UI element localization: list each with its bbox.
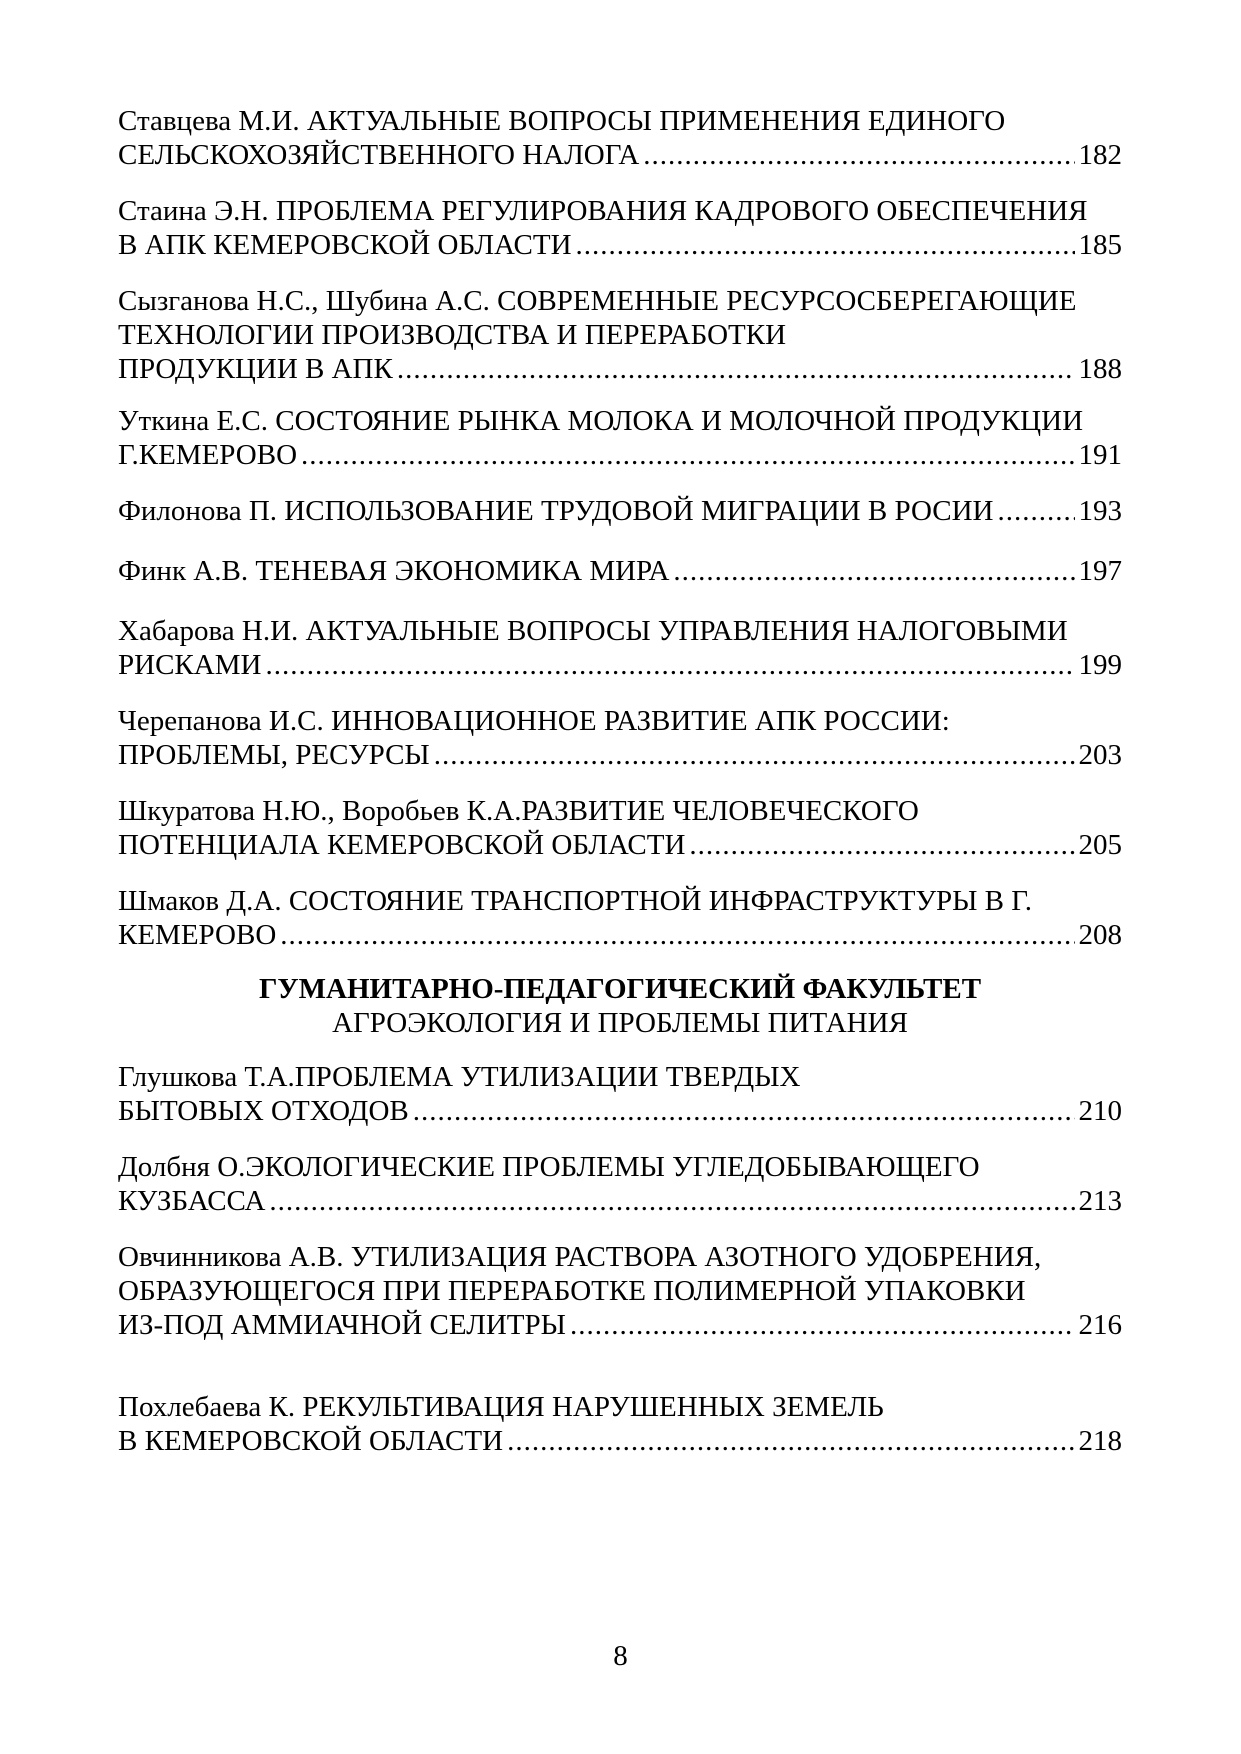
toc-page-number: 205 <box>1078 829 1122 861</box>
toc-entry[interactable] <box>118 494 1122 528</box>
dot-leader <box>265 648 1074 682</box>
toc-entry-title-end: РИСКАМИ <box>118 649 262 681</box>
dot-leader <box>301 438 1074 472</box>
toc-entry-last-line <box>118 494 1122 528</box>
toc-page-number: 210 <box>1078 1095 1122 1127</box>
toc-entry[interactable] <box>118 884 1122 952</box>
toc-page-number: 213 <box>1078 1185 1122 1217</box>
toc-page-number: 218 <box>1078 1425 1122 1457</box>
toc-entry-line: Шмаков Д.А. СОСТОЯНИЕ ТРАНСПОРТНОЙ ИНФРАСТРУКТУРЫ В Г. <box>118 885 1033 917</box>
dot-leader <box>507 1424 1074 1458</box>
section-heading: ГУМАНИТАРНО-ПЕДАГОГИЧЕСКИЙ ФАКУЛЬТЕТ <box>258 973 982 1005</box>
toc-entry-last-line <box>118 228 1122 262</box>
toc-page-number: 197 <box>1078 555 1122 587</box>
toc-entry[interactable] <box>118 1390 1122 1458</box>
toc-entry[interactable] <box>118 284 1122 386</box>
toc-page-number: 182 <box>1078 139 1122 171</box>
toc-entry-line: Глушкова Т.А.ПРОБЛЕМА УТИЛИЗАЦИИ ТВЕРДЫХ <box>118 1061 801 1093</box>
toc-entry-last-line <box>118 1424 1122 1458</box>
toc-entry-last-line <box>118 138 1122 172</box>
dot-leader <box>643 138 1074 172</box>
toc-page-number: 191 <box>1078 439 1122 471</box>
toc-page-number: 193 <box>1078 495 1122 527</box>
toc-entry[interactable] <box>118 1060 1122 1128</box>
toc-entry-last-line <box>118 554 1122 588</box>
toc-entry-title-end: ПРОДУКЦИИ В АПК <box>118 353 393 385</box>
toc-entry[interactable] <box>118 404 1122 472</box>
toc-entry[interactable] <box>118 704 1122 772</box>
toc-entry-line: Шкуратова Н.Ю., Воробьев К.А.РАЗВИТИЕ ЧЕЛОВЕЧЕСКОГО <box>118 795 919 827</box>
toc-entry-last-line <box>118 1094 1122 1128</box>
toc-page-number: 188 <box>1078 353 1122 385</box>
toc-entry-last-line <box>118 352 1122 386</box>
dot-leader <box>570 1308 1075 1342</box>
toc-entry-last-line <box>118 438 1122 472</box>
section-subheading: АГРОЭКОЛОГИЯ И ПРОБЛЕМЫ ПИТАНИЯ <box>332 1007 908 1039</box>
toc-entry-title-end: БЫТОВЫХ ОТХОДОВ <box>118 1095 409 1127</box>
toc-entry-title-end: В АПК КЕМЕРОВСКОЙ ОБЛАСТИ <box>118 229 572 261</box>
toc-page-number: 185 <box>1078 229 1122 261</box>
toc-entry-line: Ставцева М.И. АКТУАЛЬНЫЕ ВОПРОСЫ ПРИМЕНЕНИЯ ЕДИНОГО <box>118 105 1006 137</box>
toc-entry-line: Долбня О.ЭКОЛОГИЧЕСКИЕ ПРОБЛЕМЫ УГЛЕДОБЫВАЮЩЕГО <box>118 1151 980 1183</box>
toc-page-number: 208 <box>1078 919 1122 951</box>
toc-entry[interactable] <box>118 614 1122 682</box>
dot-leader <box>689 828 1074 862</box>
toc-entry-title-end: В КЕМЕРОВСКОЙ ОБЛАСТИ <box>118 1425 504 1457</box>
toc-page-number: 203 <box>1078 739 1122 771</box>
toc-entry-line: ОБРАЗУЮЩЕГОСЯ ПРИ ПЕРЕРАБОТКЕ ПОЛИМЕРНОЙ УПАКОВКИ <box>118 1275 1026 1307</box>
toc-entry-last-line <box>118 648 1122 682</box>
dot-leader <box>269 1184 1074 1218</box>
toc-entry[interactable] <box>118 554 1122 588</box>
toc-entry-last-line <box>118 1184 1122 1218</box>
section-header <box>118 972 1122 1040</box>
toc-entry-line: Черепанова И.С. ИННОВАЦИОННОЕ РАЗВИТИЕ АПК РОССИИ: <box>118 705 950 737</box>
toc-entry-line: Стаина Э.Н. ПРОБЛЕМА РЕГУЛИРОВАНИЯ КАДРОВОГО ОБЕСПЕЧЕНИЯ <box>118 195 1088 227</box>
toc-entry-line: Уткина Е.С. СОСТОЯНИЕ РЫНКА МОЛОКА И МОЛОЧНОЙ ПРОДУКЦИИ <box>118 405 1084 437</box>
toc-entry-line: Хабарова Н.И. АКТУАЛЬНЫЕ ВОПРОСЫ УПРАВЛЕНИЯ НАЛОГОВЫМИ <box>118 615 1068 647</box>
toc-entry-last-line <box>118 918 1122 952</box>
dot-leader <box>397 352 1075 386</box>
toc-entry-line: Сызганова Н.С., Шубина А.С. СОВРЕМЕННЫЕ РЕСУРСОСБЕРЕГАЮЩИЕ <box>118 285 1077 317</box>
toc-entry-title-end: КУЗБАССА <box>118 1185 266 1217</box>
dot-leader <box>434 738 1075 772</box>
toc-entry-last-line <box>118 738 1122 772</box>
toc-entry[interactable] <box>118 1150 1122 1218</box>
toc-entry-title-end: КЕМЕРОВО <box>118 919 277 951</box>
toc-entry-last-line <box>118 828 1122 862</box>
toc-entry-title-end: ИЗ-ПОД АММИАЧНОЙ СЕЛИТРЫ <box>118 1309 566 1341</box>
toc-entry[interactable] <box>118 104 1122 172</box>
dot-leader <box>280 918 1074 952</box>
toc-entry[interactable] <box>118 794 1122 862</box>
dot-leader <box>673 554 1074 588</box>
toc-entry-title-end: ПРОБЛЕМЫ, РЕСУРСЫ <box>118 739 430 771</box>
dot-leader <box>576 228 1075 262</box>
toc-entry-line: Овчинникова А.В. УТИЛИЗАЦИЯ РАСТВОРА АЗОТНОГО УДОБРЕНИЯ, <box>118 1241 1042 1273</box>
toc-entry-line: ТЕХНОЛОГИИ ПРОИЗВОДСТВА И ПЕРЕРАБОТКИ <box>118 319 787 351</box>
toc-entry[interactable] <box>118 1240 1122 1342</box>
dot-leader <box>413 1094 1075 1128</box>
toc-page-number: 199 <box>1078 649 1122 681</box>
toc-entry[interactable] <box>118 194 1122 262</box>
toc-entry-line: Похлебаева К. РЕКУЛЬТИВАЦИЯ НАРУШЕННЫХ ЗЕМЕЛЬ <box>118 1391 884 1423</box>
toc-entry-title-end: Филонова П. ИСПОЛЬЗОВАНИЕ ТРУДОВОЙ МИГРАЦИИ В РОСИИ <box>118 495 994 527</box>
dot-leader <box>997 494 1074 528</box>
toc-entry-title-end: Г.КЕМЕРОВО <box>118 439 298 471</box>
toc-entry-last-line <box>118 1308 1122 1342</box>
toc-entry-title-end: ПОТЕНЦИАЛА КЕМЕРОВСКОЙ ОБЛАСТИ <box>118 829 686 861</box>
page-number: 8 <box>613 1640 628 1672</box>
toc-entry-title-end: СЕЛЬСКОХОЗЯЙСТВЕННОГО НАЛОГА <box>118 139 640 171</box>
toc-page-number: 216 <box>1078 1309 1122 1341</box>
toc-entry-title-end: Финк А.В. ТЕНЕВАЯ ЭКОНОМИКА МИРА <box>118 555 670 587</box>
